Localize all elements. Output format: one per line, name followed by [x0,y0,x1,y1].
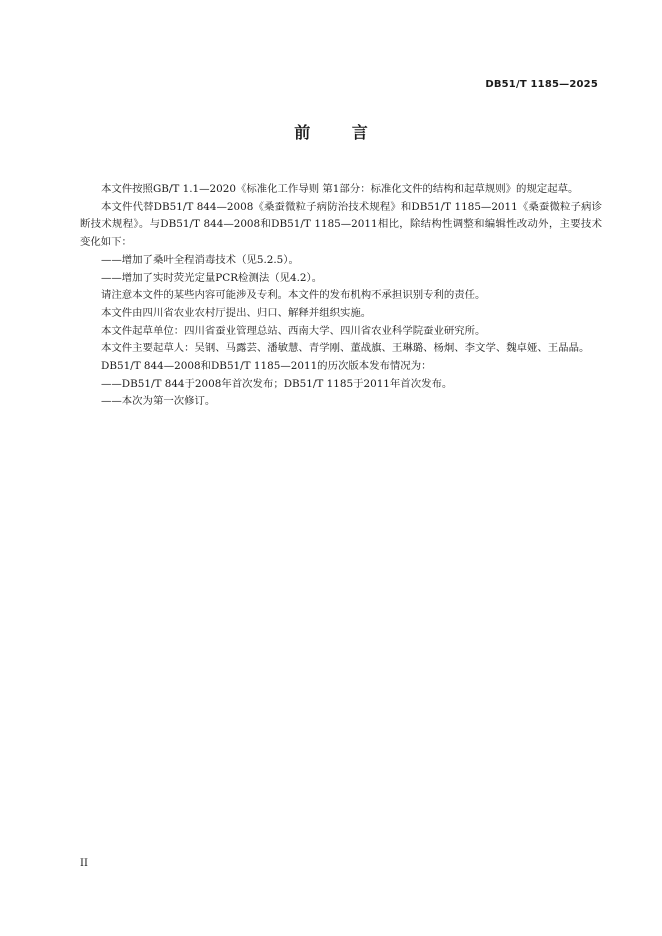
history-item: ——DB51/T 844于2008年首次发布；DB51/T 1185于2011年首次发布。 [101,377,453,390]
paragraph-drafting-units: 本文件起草单位：四川省蚕业管理总站、西南大学、四川省农业科学院蚕业研究所。 [101,324,486,337]
paragraph-patent-notice: 请注意本文件的某些内容可能涉及专利。本文件的发布机构不承担识别专利的责任。 [101,289,486,302]
page-title: 前 言 [294,123,386,142]
page-number: II [80,858,88,869]
paragraph-history-intro: DB51/T 844—2008和DB51/T 1185—2011的历次版本发布情况为： [101,360,432,373]
foreword-body [80,181,602,411]
paragraph-drafters: 本文件主要起草人：吴钢、马露芸、潘敏慧、青学刚、董战旗、王琳璐、杨炯、李文学、魏卓娅、王晶晶。 [101,342,590,355]
standard-code: DB51/T 1185—2025 [485,79,598,90]
paragraph-replacement: 本文件代替DB51/T 844—2008《桑蚕微粒子病防治技术规程》和DB51/T 1185—2011《桑蚕微粒子病诊断技术规程》。与DB51/T 844—2008和DB51/T 1185—2011相比，除结构性调整和编辑性改动外，主要技术变化如下： [80,200,602,249]
history-item: ——本次为第一次修订。 [101,395,216,408]
paragraph-drafting-basis: 本文件按照GB/T 1.1—2020《标准化工作导则 第1部分：标准化文件的结构和起草规则》的规定起草。 [101,183,579,195]
paragraph-proposer: 本文件由四川省农业农村厅提出、归口、解释并组织实施。 [101,306,372,319]
change-item: ——增加了实时荧光定量PCR检测法（见4.2）。 [101,271,323,284]
change-item: ——增加了桑叶全程消毒技术（见5.2.5）。 [101,253,299,266]
